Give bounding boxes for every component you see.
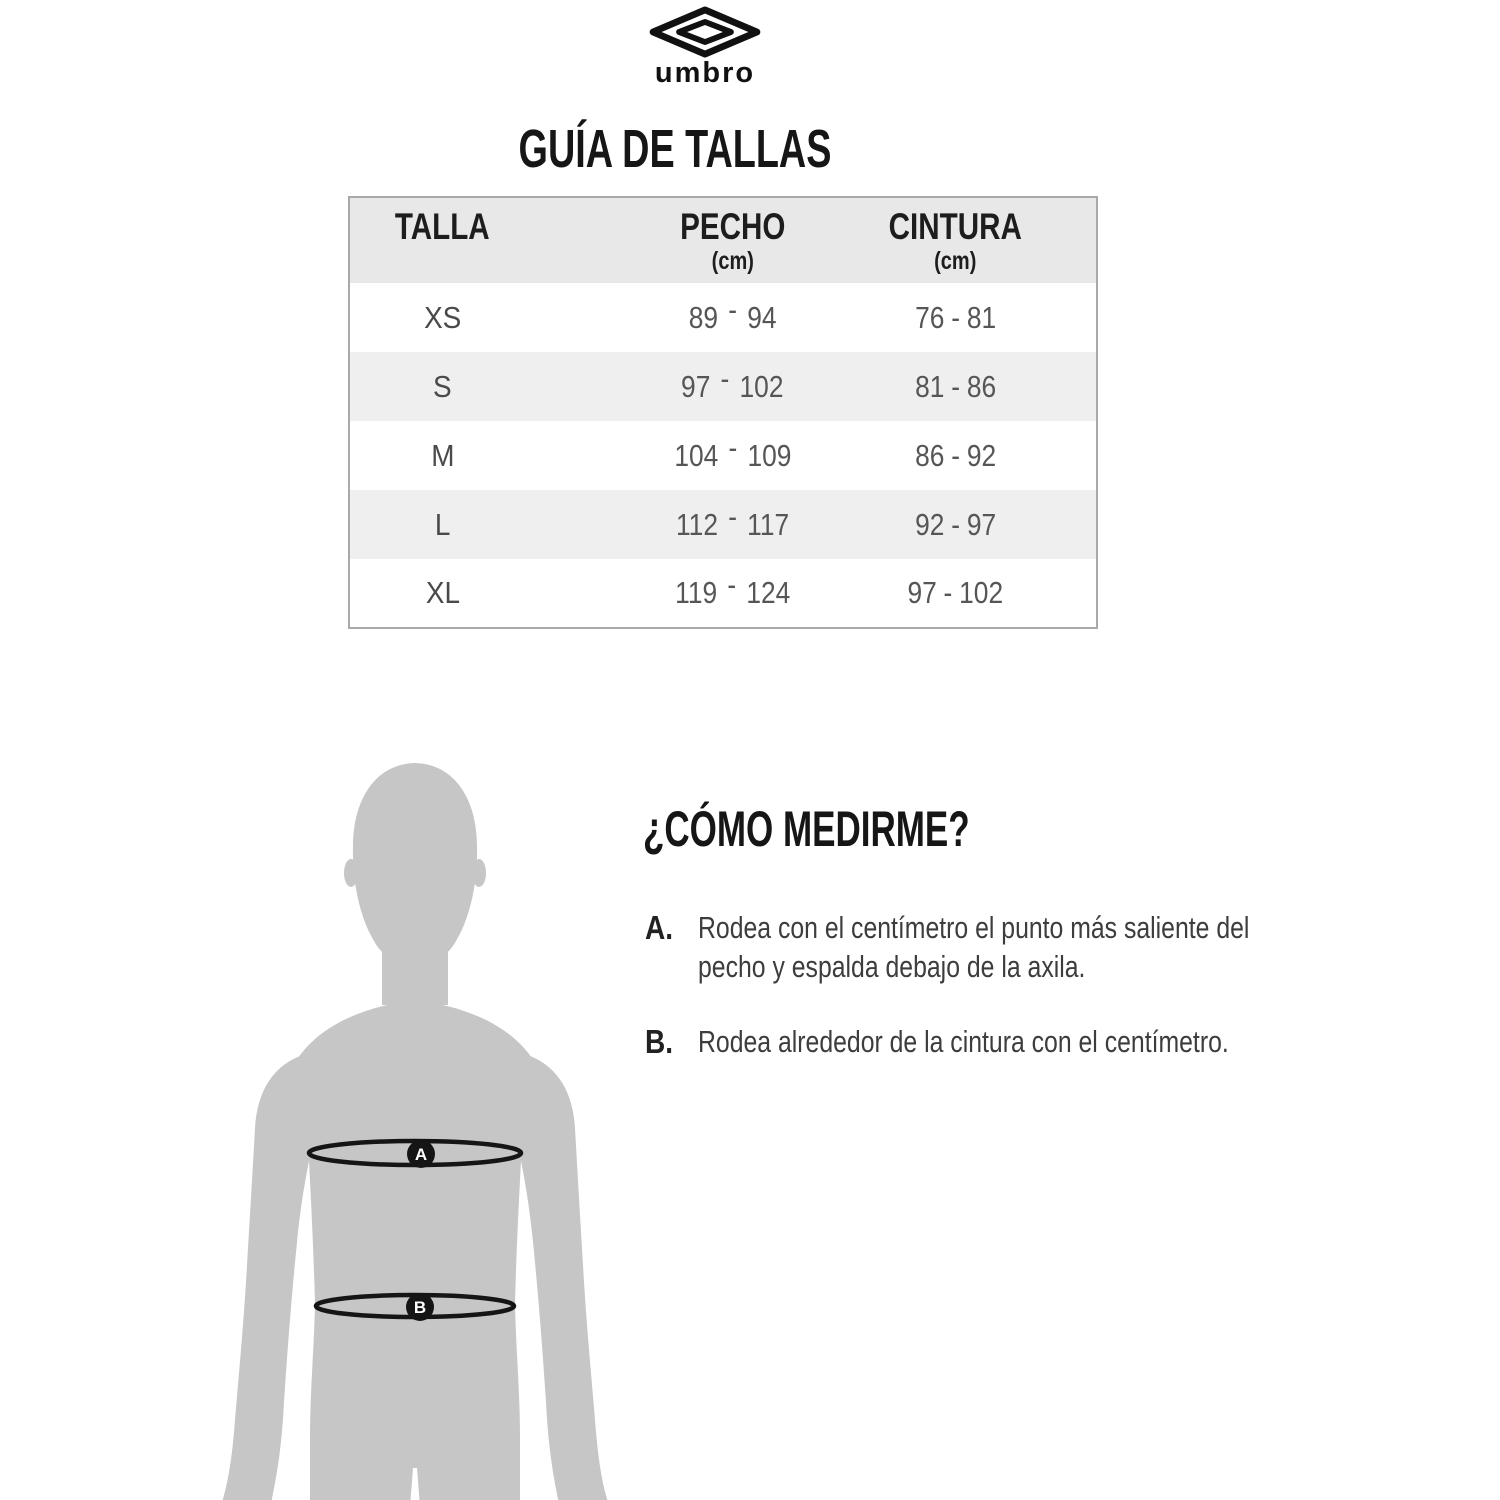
umbro-logo bbox=[647, 6, 763, 89]
cell-cintura: 92 - 97 bbox=[914, 506, 996, 542]
range-dash: - bbox=[950, 506, 960, 542]
chest-marker-label: A bbox=[414, 1145, 428, 1164]
header-talla-unit bbox=[395, 248, 490, 275]
header-pecho bbox=[535, 197, 930, 283]
measure-item-text: Rodea alrededor de la cintura con el centímetro. bbox=[698, 1024, 1229, 1059]
range-dash: - bbox=[728, 498, 737, 534]
cell-pecho: 112 - 117 bbox=[675, 498, 790, 542]
cell-talla: M bbox=[430, 437, 455, 473]
cell-pecho: 119 - 124 bbox=[674, 567, 791, 610]
header-cintura bbox=[888, 197, 1097, 283]
size-table bbox=[348, 196, 1098, 629]
measure-item-marker: A. bbox=[645, 909, 674, 946]
cell-cintura: 97 - 102 bbox=[907, 575, 1004, 610]
measure-item-chest bbox=[645, 908, 1423, 986]
range-dash: - bbox=[943, 575, 953, 610]
range-dash: - bbox=[728, 291, 737, 327]
table-row-l bbox=[349, 490, 1097, 559]
header-cintura-unit: (cm) bbox=[934, 247, 977, 275]
umbro-double-diamond-icon bbox=[647, 6, 763, 58]
measure-item-waist bbox=[645, 1022, 1423, 1061]
range-dash: - bbox=[727, 567, 736, 602]
how-to-measure-heading: ¿CÓMO MEDIRME? bbox=[643, 801, 970, 857]
body-silhouette-figure bbox=[210, 750, 630, 1500]
range-dash: - bbox=[950, 368, 960, 404]
table-row-s bbox=[349, 352, 1097, 421]
header-talla bbox=[349, 197, 535, 283]
size-table-header-row bbox=[349, 197, 1097, 283]
cell-pecho: 97 - 102 bbox=[681, 360, 784, 404]
range-dash: - bbox=[720, 360, 730, 396]
umbro-wordmark: umbro bbox=[654, 57, 756, 89]
measure-item-text: Rodea con el centímetro el punto más saliente del pecho y espalda debajo de la axila. bbox=[698, 910, 1250, 984]
body-silhouette-icon bbox=[210, 750, 630, 1500]
cell-cintura: 76 - 81 bbox=[914, 299, 996, 335]
header-talla-label: TALLA bbox=[395, 206, 490, 247]
waist-marker-label: B bbox=[413, 1298, 427, 1317]
table-row-xl bbox=[349, 559, 1097, 628]
measure-item-marker: B. bbox=[645, 1023, 674, 1060]
header-cintura-label: CINTURA bbox=[888, 206, 1022, 247]
page-title: GUÍA DE TALLAS bbox=[518, 119, 832, 179]
cell-cintura: 81 - 86 bbox=[914, 368, 996, 404]
range-dash: - bbox=[950, 437, 960, 473]
range-dash: - bbox=[950, 299, 960, 335]
cell-pecho: 104 - 109 bbox=[673, 429, 792, 473]
cell-talla: XS bbox=[423, 299, 462, 335]
table-row-m bbox=[349, 421, 1097, 490]
header-pecho-unit: (cm) bbox=[711, 247, 754, 275]
header-pecho-label: PECHO bbox=[679, 206, 786, 247]
cell-cintura: 86 - 92 bbox=[914, 437, 996, 473]
measure-instructions bbox=[645, 908, 1423, 1061]
cell-talla: L bbox=[434, 506, 451, 542]
cell-talla: XL bbox=[425, 575, 460, 610]
cell-pecho: 89 - 94 bbox=[688, 291, 777, 335]
range-dash: - bbox=[728, 429, 737, 465]
cell-talla: S bbox=[433, 368, 452, 404]
table-row-xs bbox=[349, 283, 1097, 352]
